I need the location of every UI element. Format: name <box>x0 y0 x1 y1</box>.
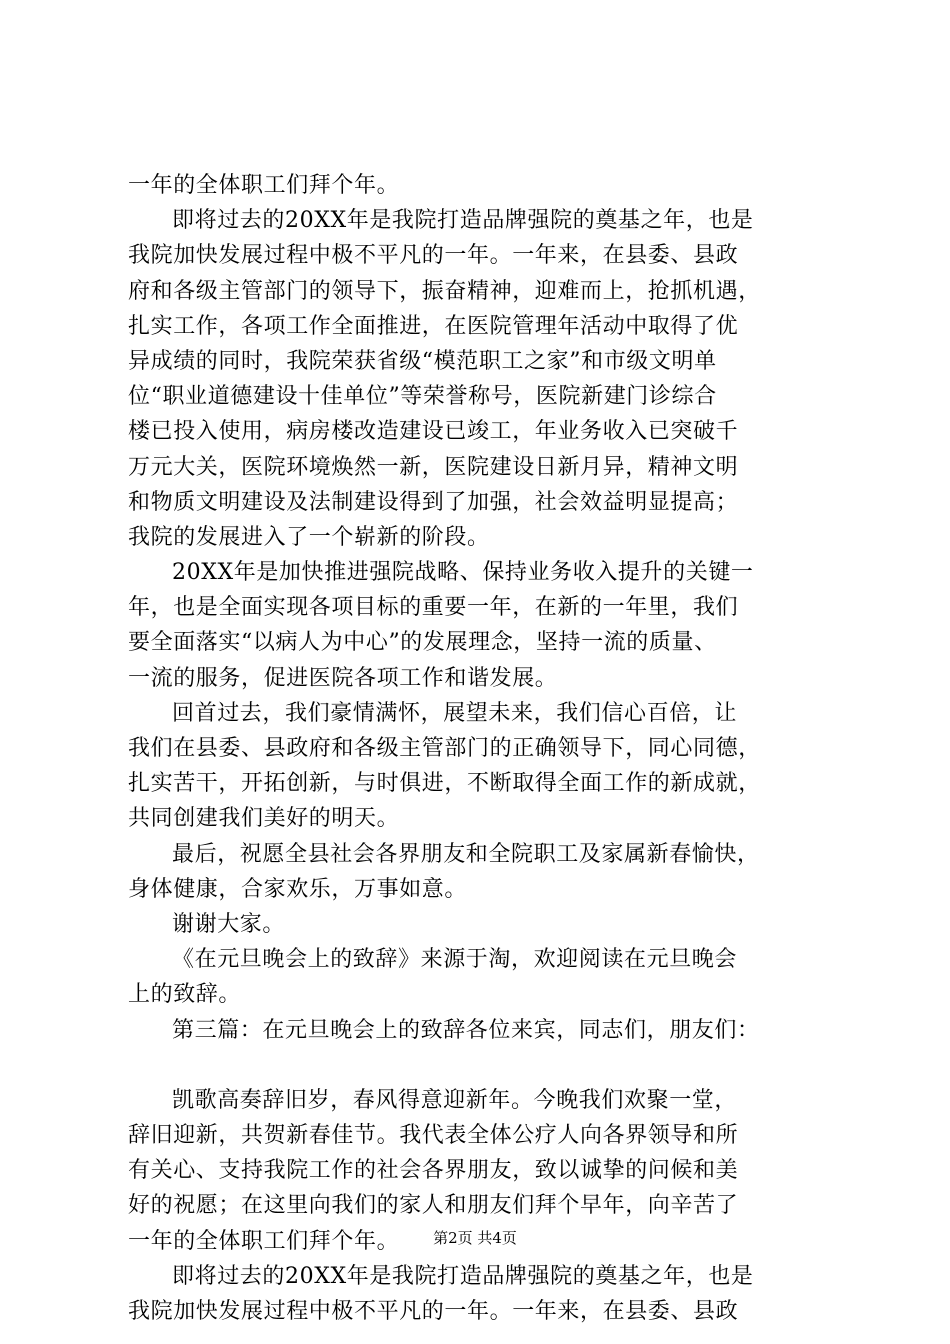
text-line: 一年的全体职工们拜个年。 <box>128 1228 400 1254</box>
text-line: 一年的全体职工们拜个年。 <box>128 173 400 198</box>
text-line: 我院加快发展过程中极不平凡的一年。一年来，在县委、县政 <box>128 243 739 269</box>
document-body <box>128 168 832 1329</box>
paragraph-start-line: 《在元旦晚会上的致辞》来源于淘，欢迎阅读在元旦晚会 <box>172 947 738 973</box>
text-line: 上的致辞。 <box>128 982 242 1008</box>
text-line: 扎实苦干，开拓创新，与时俱进，不断取得全面工作的新成就， <box>128 771 761 797</box>
text-line: 和物质文明建设及法制建设得到了加强，社会效益明显提高； <box>128 489 739 515</box>
paragraph-start-line: 即将过去的20XX年是我院打造品牌强院的奠基之年，也是 <box>172 208 754 234</box>
text-line: 位“职业道德建设十佳单位”等荣誉称号，医院新建门诊综合 <box>128 384 717 410</box>
text-line: 要全面落实“以病人为中心”的发展理念，坚持一流的质量、 <box>128 630 717 656</box>
paragraph-start-line: 凯歌高奏辞旧岁，春风得意迎新年。今晚我们欢聚一堂， <box>172 1087 738 1113</box>
paragraph-start-line: 谢谢大家。 <box>172 911 286 937</box>
text-line: 楼已投入使用，病房楼改造建设已竣工，年业务收入已突破千 <box>128 419 739 445</box>
section-heading-line: 第三篇：在元旦晚会上的致辞各位来宾，同志们，朋友们： <box>172 1017 760 1043</box>
text-line: 辞旧迎新，共贺新春佳节。我代表全体公疗人向各界领导和所 <box>128 1123 739 1149</box>
paragraph-start-line: 最后，祝愿全县社会各界朋友和全院职工及家属新春愉快， <box>172 841 760 867</box>
blank-line <box>128 1048 832 1083</box>
paragraph-start-line: 20XX年是加快推进强院战略、保持业务收入提升的关键一 <box>172 560 754 586</box>
text-line: 异成绩的同时，我院荣获省级“模范职工之家”和市级文明单 <box>128 348 717 374</box>
page-number-footer: 第2页 共4页 <box>433 1229 517 1247</box>
text-line: 扎实工作，各项工作全面推进，在医院管理年活动中取得了优 <box>128 313 739 339</box>
text-line: 年，也是全面实现各项目标的重要一年，在新的一年里，我们 <box>128 595 739 621</box>
text-line: 一流的服务，促进医院各项工作和谐发展。 <box>128 665 558 691</box>
text-line: 我们在县委、县政府和各级主管部门的正确领导下，同心同德， <box>128 736 761 761</box>
text-line: 共同创建我们美好的明天。 <box>128 806 400 832</box>
text-line: 我院加快发展过程中极不平凡的一年。一年来，在县委、县政 <box>128 1299 739 1324</box>
text-line: 有关心、支持我院工作的社会各界朋友，致以诚挚的问候和美 <box>128 1158 739 1184</box>
text-line: 好的祝愿；在这里向我们的家人和朋友们拜个早年，向辛苦了 <box>128 1193 739 1219</box>
paragraph-start-line: 回首过去，我们豪情满怀，展望未来，我们信心百倍，让 <box>172 700 738 726</box>
text-line: 我院的发展进入了一个崭新的阶段。 <box>128 524 490 550</box>
text-line: 身体健康，合家欢乐，万事如意。 <box>128 876 468 902</box>
text-line: 府和各级主管部门的领导下，振奋精神，迎难而上，抢抓机遇， <box>128 278 761 304</box>
paragraph-start-line: 即将过去的20XX年是我院打造品牌强院的奠基之年，也是 <box>172 1263 754 1289</box>
text-line: 万元大关，医院环境焕然一新，医院建设日新月异，精神文明 <box>128 454 739 480</box>
